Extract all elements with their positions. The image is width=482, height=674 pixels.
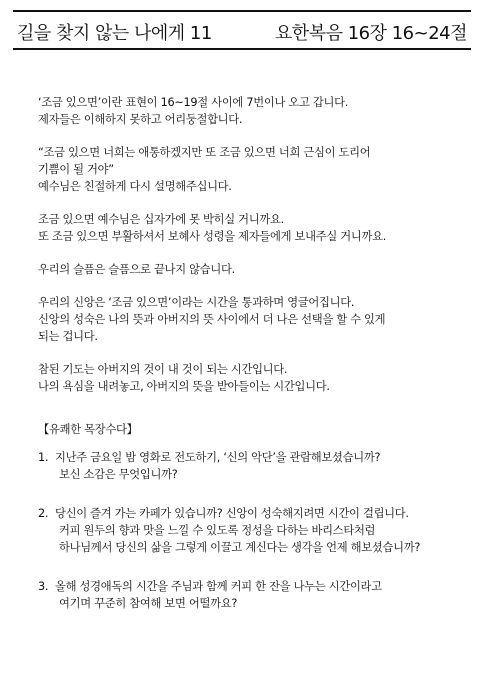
question-line: 당신이 즐겨 가는 카페가 있습니까? 신앙이 성숙해지려면 시간이 걸립니다.: [55, 507, 409, 520]
question-number: 1.: [38, 451, 49, 464]
paragraph-line: “조금 있으면 너희는 애통하겠지만 또 조금 있으면 너희 근심이 도리어: [38, 146, 371, 159]
question-number: 2.: [38, 507, 49, 520]
paragraph-line: 되는 겁니다.: [38, 330, 98, 343]
question-line: 올해 성경애독의 시간을 주님과 함께 커피 한 잔을 나누는 시간이라고: [55, 580, 382, 593]
question-line: 하나님께서 당신의 삶을 그렇게 이끌고 계신다는 생각을 언제 해보셨습니까?: [59, 541, 421, 554]
paragraph-line: ‘조금 있으면’이란 표현이 16~19절 사이에 7번이나 오고 갑니다.: [38, 96, 348, 109]
paragraph-6: [38, 361, 458, 395]
question-2: [38, 505, 458, 556]
paragraph-line: 신앙의 성숙은 나의 뜻과 아버지의 뜻 사이에서 더 나은 선택을 할 수 있게: [38, 313, 386, 326]
paragraph-line: 우리의 슬픔은 슬픔으로 끝나지 않습니다.: [38, 263, 235, 276]
question-3: [38, 578, 458, 612]
paragraph-line: 나의 욕심을 내려놓고, 아버지의 뜻을 받아들이는 시간입니다.: [38, 380, 330, 393]
question-line: 지난주 금요일 밤 영화로 전도하기, ‘신의 악단’을 관람해보셨습니까?: [55, 451, 381, 464]
paragraph-line: 기쁨이 될 거야”: [38, 163, 114, 176]
paragraph-line: 우리의 신앙은 ‘조금 있으면’이라는 시간을 통과하며 영글어집니다.: [38, 296, 355, 309]
question-1: [38, 449, 458, 483]
paragraph-5: [38, 294, 458, 345]
question-line: 여기며 꾸준히 참여해 보면 어떨까요?: [59, 597, 238, 610]
paragraph-line: 참된 기도는 아버지의 것이 내 것이 되는 시간입니다.: [38, 363, 288, 376]
header-bar: [13, 10, 471, 50]
scripture-reference: 요한복음 16장 16~24절: [274, 23, 467, 44]
question-line: 커피 원두의 향과 맛을 느낄 수 있도록 정성을 다하는 바리스타처럼: [59, 524, 376, 537]
paragraph-line: 예수님은 친절하게 다시 설명해주십니다.: [38, 180, 232, 193]
series-title: 길을 찾지 않는 나에게 11: [17, 23, 212, 44]
paragraph-3: [38, 211, 458, 245]
paragraph-line: 또 조금 있으면 부활하셔서 보혜사 성령을 제자들에게 보내주실 거니까요.: [38, 230, 387, 243]
document-body: [38, 94, 458, 634]
paragraph-line: 조금 있으면 예수님은 십자가에 못 박히실 거니까요.: [38, 213, 284, 226]
paragraph-2: [38, 144, 458, 195]
paragraph-4: [38, 261, 458, 278]
paragraph-1: [38, 94, 458, 128]
question-line: 보신 소감은 무엇입니까?: [59, 468, 178, 481]
paragraph-line: 제자들은 이해하지 못하고 어리둥절합니다.: [38, 113, 243, 126]
section-title: 【유쾌한 목장수다】: [38, 423, 138, 436]
question-number: 3.: [38, 580, 49, 593]
